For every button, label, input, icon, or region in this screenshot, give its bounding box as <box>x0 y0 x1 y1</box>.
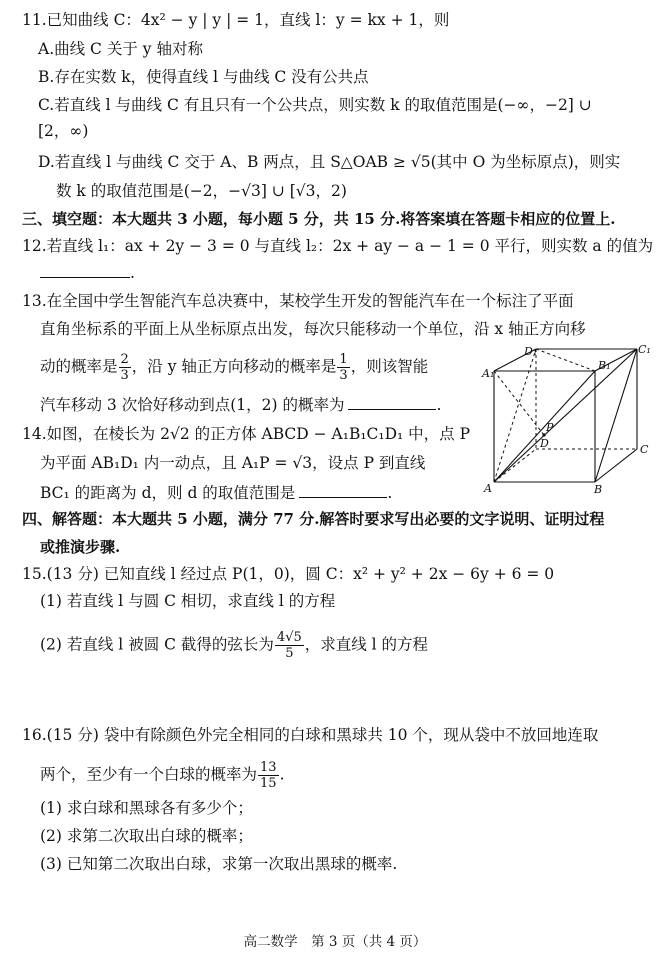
q13-fraction-x-denominator: 3 <box>120 368 129 383</box>
q15-chord-denominator: 5 <box>285 646 294 661</box>
q13-line3-a: 动的概率是 <box>40 357 118 376</box>
q16-part2: (2) 求第二次取出白球的概率； <box>40 827 253 845</box>
q12-end: . <box>130 264 135 282</box>
q13-line2: 直角坐标系的平面上从坐标原点出发，每次只能移动一个单位，沿 x 轴正方向移 <box>40 320 586 338</box>
q16-line2 <box>40 760 285 791</box>
edge-bc <box>595 449 637 482</box>
page-footer: 高二数学 第 3 页（共 4 页） <box>243 934 427 950</box>
q13-fraction-y <box>337 352 349 383</box>
q12-answer-blank[interactable] <box>40 261 130 278</box>
q16-line1: 16.(15 分) 袋中有除颜色外完全相同的白球和黑球共 10 个，现从袋中不放回地连取 <box>22 726 599 744</box>
q13-fraction-y-numerator: 1 <box>339 352 348 367</box>
q14-line3-text: BC₁ 的距离为 d，则 d 的取值范围是 <box>40 484 296 502</box>
label-a1: A₁ <box>482 367 495 380</box>
q15-chord-numerator: 4√5 <box>276 630 302 645</box>
label-a: A <box>484 482 492 495</box>
q12-answer-line <box>40 261 135 284</box>
label-b1: B₁ <box>598 359 611 372</box>
q11-option-c-line1: C.若直线 l 与曲线 C 有且只有一个公共点，则实数 k 的取值范围是(−∞，−2] ∪ <box>38 96 592 114</box>
q11-option-b: B.存在实数 k，使得直线 l 与曲线 C 没有公共点 <box>38 68 369 86</box>
section4-heading-line2: 或推演步骤. <box>40 538 121 556</box>
q15-part2-a: (2) 若直线 l 被圆 C 截得的弦长为 <box>40 635 274 654</box>
q12-line1: 12.若直线 l₁：ax + 2y − 3 = 0 与直线 l₂：2x + ay − a − 1 = 0 平行，则实数 a 的值为 <box>22 237 654 255</box>
q16-probability-denominator: 15 <box>260 776 277 791</box>
label-c: C <box>640 443 649 456</box>
q14-cube-figure <box>480 345 660 495</box>
label-d: D <box>540 437 549 450</box>
diagonal-ab1 <box>494 371 595 482</box>
q13-line4-text: 汽车移动 3 次恰好移动到点(1，2) 的概率为 <box>40 396 345 414</box>
q15-chord-fraction <box>275 630 304 661</box>
q11-stem: 11.已知曲线 C：4x² − y | y | = 1，直线 l：y = kx + 1，则 <box>22 11 450 29</box>
q13-fraction-x <box>119 352 131 383</box>
label-p: P <box>546 421 554 434</box>
q13-line1: 13.在全国中学生智能汽车总决赛中，某校学生开发的智能汽车在一个标注了平面 <box>22 292 574 310</box>
section3-heading: 三、填空题：本大题共 3 小题，每小题 5 分，共 15 分.将答案填在答题卡相应的位置上. <box>22 210 616 228</box>
q13-fraction-x-numerator: 2 <box>120 352 129 367</box>
q13-answer-blank[interactable] <box>348 393 436 410</box>
q15-part2-b: ，求直线 l 的方程 <box>304 635 429 654</box>
section4-heading-line1: 四、解答题：本大题共 5 小题，满分 77 分.解答时要求写出必要的文字说明、证明过程 <box>22 510 605 528</box>
q11-option-a: A.曲线 C 关于 y 轴对称 <box>38 40 203 58</box>
q14-line2: 为平面 AB₁D₁ 内一动点，且 A₁P = √3，设点 P 到直线 <box>40 454 426 472</box>
label-b: B <box>594 483 603 495</box>
q13-line4 <box>40 393 441 416</box>
q11-option-c-line2: [2，∞) <box>38 122 89 140</box>
q11-option-d-line2: 数 k 的取值范围是(−2，−√3] ∪ [√3，2) <box>56 182 347 200</box>
q14-line1: 14.如图，在棱长为 2√2 的正方体 ABCD − A₁B₁C₁D₁ 中，点 P <box>22 425 471 443</box>
edge-ad-hidden <box>494 449 536 482</box>
q16-part3: (3) 已知第二次取出白球，求第一次取出黑球的概率. <box>40 855 398 873</box>
q16-line2-a: 两个，至少有一个白球的概率为 <box>40 765 258 784</box>
q15-stem: 15.(13 分) 已知直线 l 经过点 P(1，0)，圆 C：x² + y² + 2x − 6y + 6 = 0 <box>22 565 555 583</box>
q15-part2 <box>40 630 428 661</box>
q16-probability-fraction <box>258 760 279 791</box>
q16-probability-numerator: 13 <box>260 760 277 775</box>
q14-end: . <box>387 484 393 502</box>
label-c1: C₁ <box>638 345 651 356</box>
q13-line3 <box>40 352 428 383</box>
label-d1: D₁ <box>524 345 538 358</box>
q15-part1: (1) 若直线 l 与圆 C 相切，求直线 l 的方程 <box>40 592 336 610</box>
q13-end: . <box>436 396 442 414</box>
q14-line3 <box>40 481 392 504</box>
q16-part1: (1) 求白球和黑球各有多少个； <box>40 799 253 817</box>
q16-line2-b: . <box>279 765 285 784</box>
q13-line3-b: ，沿 y 轴正方向移动的概率是 <box>131 357 337 376</box>
q11-option-d-line1: D.若直线 l 与曲线 C 交于 A、B 两点，且 S△OAB ≥ √5(其中 O 为坐标原点)，则实 <box>38 153 621 171</box>
q14-answer-blank[interactable] <box>299 481 387 498</box>
q13-line3-c: ，则该智能 <box>350 357 429 376</box>
q13-fraction-y-denominator: 3 <box>339 368 348 383</box>
diagonal-b1d1-hidden <box>536 349 595 371</box>
